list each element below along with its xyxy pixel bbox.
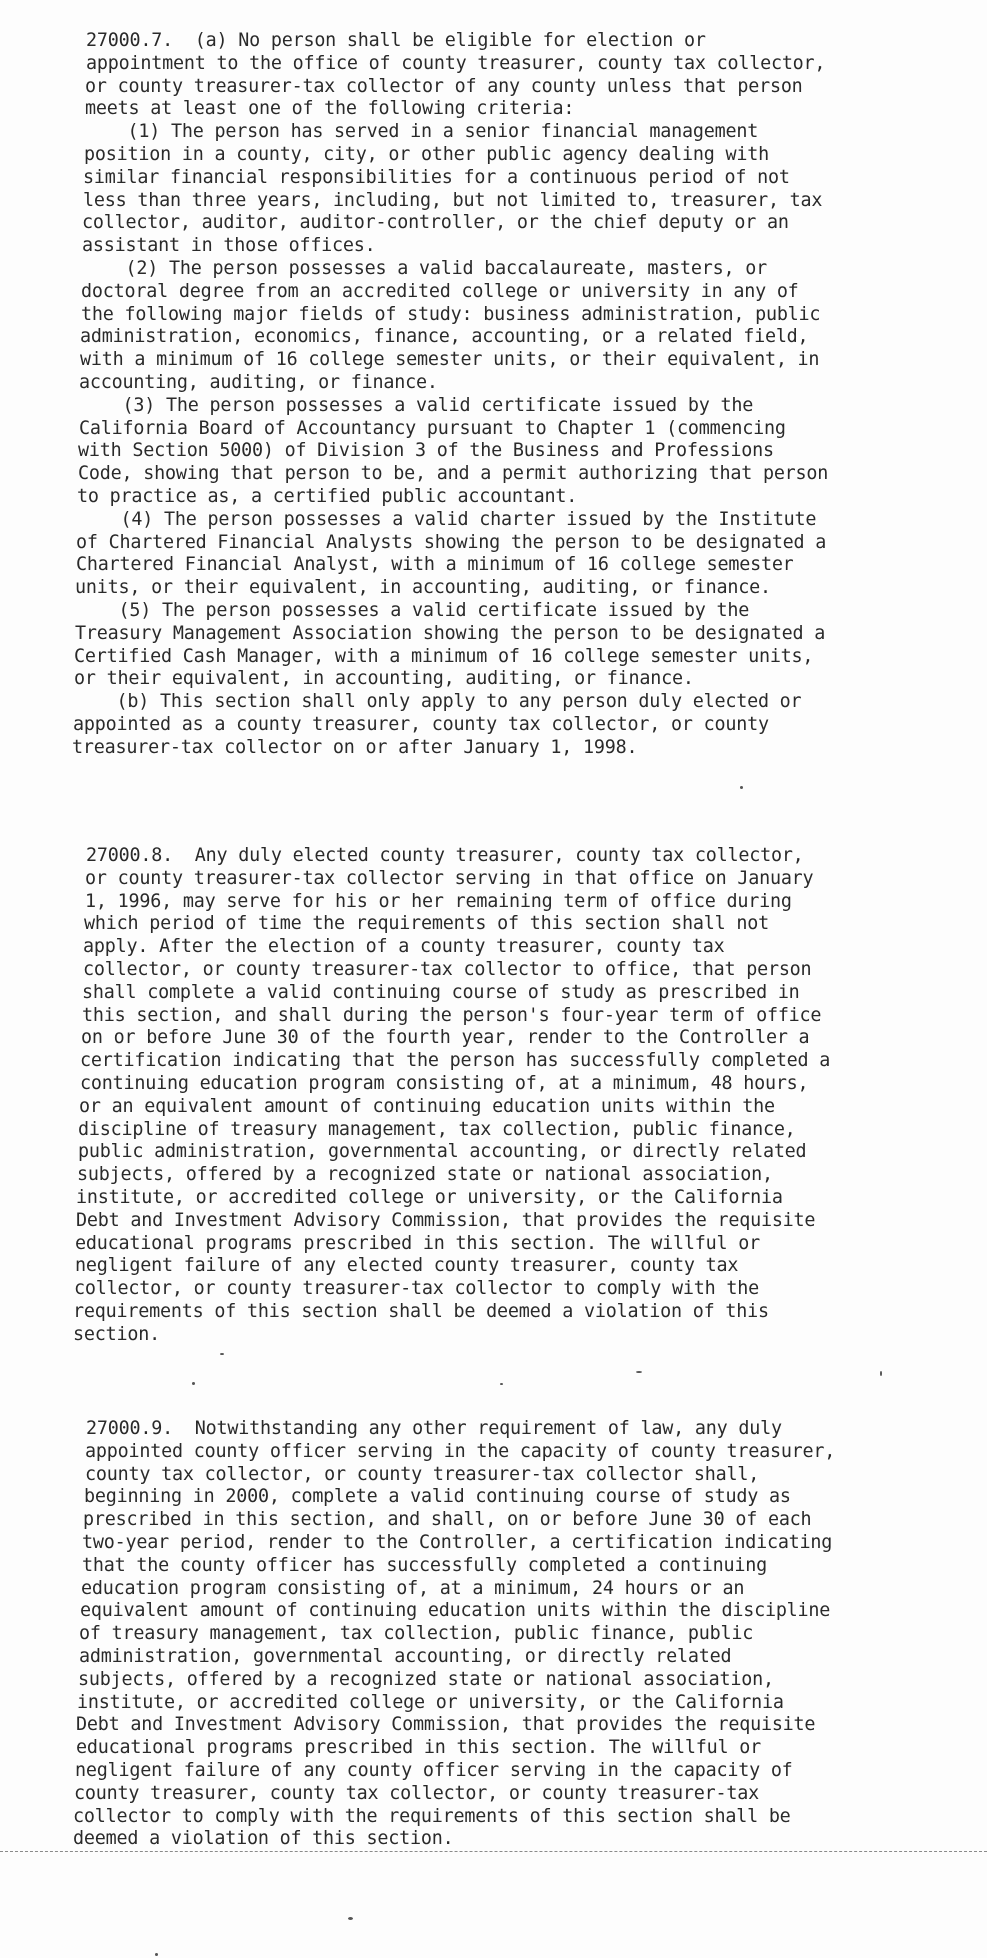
document-text-line: meets at least one of the following criteria: [85,98,575,119]
document-text-line: educational programs prescribed in this section. The willful or [76,1737,761,1758]
document-text-line: equivalent amount of continuing education units within the discipline [80,1600,831,1621]
scan-speck [192,1382,195,1385]
document-text-line: 1, 1996, may serve for his or her remaining term of office during [85,891,792,912]
document-text-line: institute, or accredited college or university, or the California [77,1692,784,1713]
document-text-line: of treasury management, tax collection, public finance, public [79,1623,754,1644]
document-text-line: which period of time the requirements of this section shall not [84,913,769,934]
document-text-line: with a minimum of 16 college semester units, or their equivalent, in [80,349,820,370]
document-text-line: negligent failure of any elected county treasurer, county tax [75,1255,739,1276]
document-text-line: California Board of Accountancy pursuant to Chapter 1 (commencing [79,418,786,439]
document-text-line: education program consisting of, at a minimum, 24 hours or an [81,1578,745,1599]
document-text-line: two-year period, render to the Controller, a certification indicating [82,1532,833,1553]
document-text-line: assistant in those offices. [82,235,376,256]
document-text-line: Debt and Investment Advisory Commission, that provides the requisite [76,1210,816,1231]
document-text-line: administration, economics, finance, accounting, or a related field, [80,326,809,347]
document-text-line: accounting, auditing, or finance. [79,372,438,393]
document-text-line: negligent failure of any county officer serving in the capacity of [75,1760,793,1781]
document-text-line: institute, or accredited college or university, or the California [76,1187,783,1208]
document-text-line: subjects, offered by a recognized state or national association, [78,1669,774,1690]
document-text-line: prescribed in this section, and shall, on or before June 30 of each [83,1509,812,1530]
document-text-line: shall complete a valid continuing course of study as prescribed in [82,982,800,1003]
document-text-line: treasurer-tax collector on or after January 1, 1998. [72,737,638,758]
document-text-line: similar financial responsibilities for a continuous period of not [83,167,790,188]
document-text-line: of Chartered Financial Analysts showing the person to be designated a [76,532,827,553]
document-text-line: on or before June 30 of the fourth year, render to the Controller a [81,1027,810,1048]
document-text-line: continuing education program consisting of, at a minimum, 48 hours, [80,1073,809,1094]
document-text-line: Debt and Investment Advisory Commission, that provides the requisite [76,1714,816,1735]
document-text-line: Certified Cash Manager, with a minimum of 16 college semester units, [74,646,814,667]
scan-speck [500,1383,503,1385]
scan-speck [740,786,743,789]
document-text-line: or an equivalent amount of continuing education units within the [79,1096,775,1117]
scan-speck [348,1917,353,1920]
document-text-line: or county treasurer-tax collector serving in that office on January [85,868,814,889]
scan-speck [220,1353,224,1355]
document-text-line: section. [73,1324,160,1345]
document-text-line: requirements of this section shall be deemed a violation of this [73,1301,769,1322]
document-text-line: beginning in 2000, complete a valid continuing course of study as [84,1486,791,1507]
document-text-line: or their equivalent, in accounting, auditing, or finance. [74,668,694,689]
document-text-line: discipline of treasury management, tax collection, public finance, [78,1119,796,1140]
document-text-line: doctoral degree from an accredited college or university in any of [81,281,799,302]
scan-speck [155,1953,158,1956]
document-text-line: (2) The person possesses a valid baccalaureate, masters, or [82,258,767,279]
document-text-line: deemed a violation of this section. [73,1828,454,1849]
document-text-line: 27000.7. (a) No person shall be eligible for election or [86,30,706,51]
document-text-line: county treasurer, county tax collector, or county treasurer-tax [74,1783,759,1804]
dashed-separator-line [0,1851,987,1852]
document-text-line: apply. After the election of a county treasurer, county tax [83,936,725,957]
document-text-line: position in a county, city, or other public agency dealing with [84,144,769,165]
document-text-line: (5) The person possesses a valid certificate issued by the [75,600,750,621]
document-text-line: administration, governmental accounting, or directly related [79,1646,732,1667]
document-text-line: to practice as, a certified public accountant. [77,486,578,507]
document-text-line: (b) This section shall only apply to any person duly elected or [73,691,802,712]
document-text-line: units, or their equivalent, in accounting, auditing, or finance. [75,577,771,598]
scan-speck [636,1371,642,1373]
document-text-line: Chartered Financial Analyst, with a minimum of 16 college semester [76,554,794,575]
document-text-line: 27000.9. Notwithstanding any other requirement of law, any duly [86,1418,782,1439]
document-text-line: the following major fields of study: business administration, public [81,304,821,325]
document-text-line: collector, or county treasurer-tax collector to office, that person [83,959,812,980]
document-text-line: collector to comply with the requirements of this section shall be [73,1806,791,1827]
document-text-line: (4) The person possesses a valid charter issued by the Institute [77,509,817,530]
document-text-line: county tax collector, or county treasurer-tax collector shall, [85,1464,760,1485]
scan-speck [880,1371,882,1376]
document-text-line: with Section 5000) of Division 3 of the Business and Professions [78,440,774,461]
document-text-line: public administration, governmental accounting, or directly related [78,1141,807,1162]
document-text-line: appointed as a county treasurer, county tax collector, or county [73,714,769,735]
document-text-line: appointed county officer serving in the capacity of county treasurer, [85,1441,836,1462]
document-text-line: Treasury Management Association showing the person to be designated a [75,623,826,644]
document-text-line: less than three years, including, but not limited to, treasurer, tax [83,190,823,211]
document-text-line: appointment to the office of county treasurer, county tax collector, [86,53,826,74]
document-text-line: Code, showing that person to be, and a permit authorizing that person [78,463,829,484]
document-text-line: collector, or county treasurer-tax collector to comply with the [74,1278,759,1299]
document-text-line: (1) The person has served in a senior financial management [84,121,759,142]
document-text-line: certification indicating that the person has successfully completed a [80,1050,831,1071]
document-text-line: that the county officer has successfully completed a continuing [82,1555,767,1576]
document-text-line: educational programs prescribed in this section. The willful or [75,1233,760,1254]
document-text-line: collector, auditor, auditor-controller, or the chief deputy or an [82,212,789,233]
document-text-line: 27000.8. Any duly elected county treasurer, county tax collector, [86,845,804,866]
document-text-line: subjects, offered by a recognized state or national association, [77,1164,773,1185]
document-text-line: (3) The person possesses a valid certificate issued by the [79,395,754,416]
document-text-line: or county treasurer-tax collector of any county unless that person [85,76,803,97]
document-text-line: this section, and shall during the person's four-year term of office [82,1005,822,1026]
